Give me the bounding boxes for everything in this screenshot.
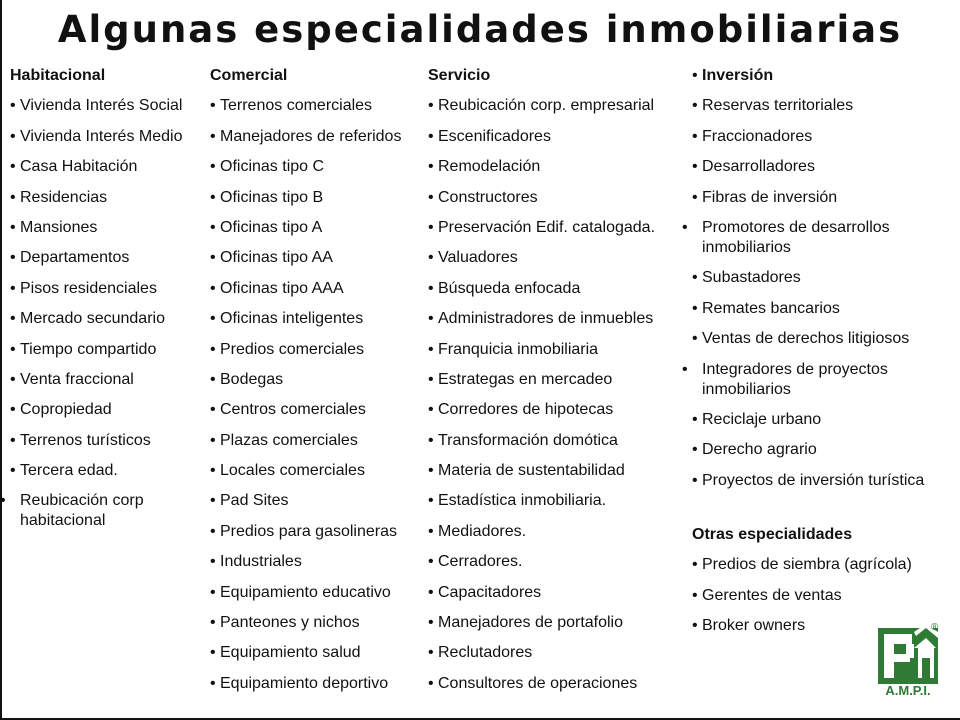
list-item: • Capacitadores [428, 583, 542, 601]
list-item: • Locales comerciales [210, 462, 365, 480]
list-item: • Reclutadores [428, 644, 533, 662]
list-item: • Mercado secundario [10, 310, 165, 328]
title-bar [0, 0, 960, 58]
list-item: • Administradores de inmuebles [428, 310, 654, 328]
page-title: Algunas especialidades inmobiliarias [57, 7, 903, 51]
column-heading: Servicio [428, 67, 491, 84]
list-item: • Reubicación corp habitacional [0, 492, 144, 530]
list-item: • Oficinas tipo A [210, 218, 323, 236]
list-item: • Oficinas inteligentes [210, 310, 364, 328]
list-item: • Terrenos turísticos [10, 431, 151, 449]
list-item: • Venta fraccional [10, 370, 134, 388]
list-item: • Ventas de derechos litigiosos [692, 330, 910, 348]
list-item: • Vivienda Interés Medio [10, 127, 183, 145]
list-item: • Casa Habitación [10, 158, 138, 176]
column-heading: Habitacional [10, 67, 106, 84]
column-habitacional [0, 66, 205, 542]
list-item: • Corredores de hipotecas [428, 401, 614, 419]
list-item: • Manejadores de portafolio [428, 614, 624, 632]
list-item: • Consultores de operaciones [428, 674, 638, 692]
list-item: • Equipamiento deportivo [210, 674, 389, 692]
list-item: • Promotores de desarrollos inmobiliarios [682, 218, 890, 256]
list-item: • Copropiedad [10, 401, 112, 419]
list-item: • Predios para gasolineras [210, 522, 397, 540]
list-item: • Escenificadores [428, 127, 551, 145]
list-item: • Reubicación corp. empresarial [428, 97, 655, 115]
list-item: • Materia de sustentabilidad [428, 462, 625, 480]
list-item: • Panteones y nichos [210, 614, 360, 632]
list-item: • Equipamiento educativo [210, 583, 391, 601]
column-heading: Comercial [210, 67, 288, 84]
list-item: • Pad Sites [210, 492, 289, 510]
list-item: • Oficinas tipo AA [210, 249, 333, 267]
list-item: • Integradores de proyectos inmobiliarios [682, 360, 888, 398]
list-item: • Predios de siembra (agrícola) [692, 556, 912, 574]
list-item: • Reciclaje urbano [692, 410, 822, 428]
list-item: • Remodelación [428, 158, 541, 176]
list-item: • Predios comerciales [210, 340, 365, 358]
list-item: • Gerentes de ventas [692, 586, 842, 604]
list-item: • Transformación domótica [428, 431, 618, 449]
list-item: • Plazas comerciales [210, 431, 358, 449]
list-item: • Derecho agrario [692, 441, 817, 459]
list-item: • Búsqueda enfocada [428, 279, 581, 297]
column-heading: • Inversión [692, 67, 774, 84]
list-item: • Manejadores de referidos [210, 127, 402, 145]
list-item: • Constructores [428, 188, 538, 206]
registered-mark: ® [931, 622, 939, 633]
list-item: • Pisos residenciales [10, 279, 157, 297]
list-item: • Tercera edad. [10, 462, 118, 480]
list-item: • Broker owners [692, 617, 806, 635]
list-item: • Departamentos [10, 249, 130, 267]
list-item: • Residencias [10, 188, 108, 206]
logo-text: A.M.P.I. [885, 683, 931, 698]
list-item: • Fraccionadores [692, 127, 813, 145]
list-item: • Proyectos de inversión turística [692, 471, 925, 489]
column-servicio [428, 66, 690, 704]
list-item: • Equipamiento salud [210, 644, 361, 662]
sub-heading: Otras especialidades [692, 526, 853, 544]
list-item: • Oficinas tipo C [210, 158, 325, 176]
list-item: • Mansiones [10, 218, 98, 236]
column-inversion [682, 66, 954, 647]
list-item: • Fibras de inversión [692, 188, 838, 206]
list-item: • Franquicia inmobiliaria [428, 340, 599, 358]
list-item: • Valuadores [428, 249, 518, 267]
list-item: • Mediadores. [428, 522, 527, 540]
list-item: • Preservación Edif. catalogada. [428, 218, 656, 236]
list-item: • Estadística inmobiliaria. [428, 492, 607, 510]
list-item: • Estrategas en mercadeo [428, 370, 613, 388]
list-item: • Bodegas [210, 370, 284, 388]
column-comercial [210, 66, 425, 704]
list-item: • Centros comerciales [210, 401, 366, 419]
list-item: • Oficinas tipo B [210, 188, 324, 206]
list-item: • Remates bancarios [692, 299, 840, 317]
list-item: • Terrenos comerciales [210, 97, 373, 115]
list-item: • Reservas territoriales [692, 97, 854, 115]
list-item: • Tiempo compartido [10, 340, 157, 358]
list-item: • Oficinas tipo AAA [210, 279, 344, 297]
list-item: • Subastadores [692, 269, 801, 287]
list-item: • Cerradores. [428, 553, 523, 571]
list-item: • Vivienda Interés Social [10, 97, 183, 115]
list-item: • Desarrolladores [692, 158, 815, 176]
list-item: • Industriales [210, 553, 302, 571]
